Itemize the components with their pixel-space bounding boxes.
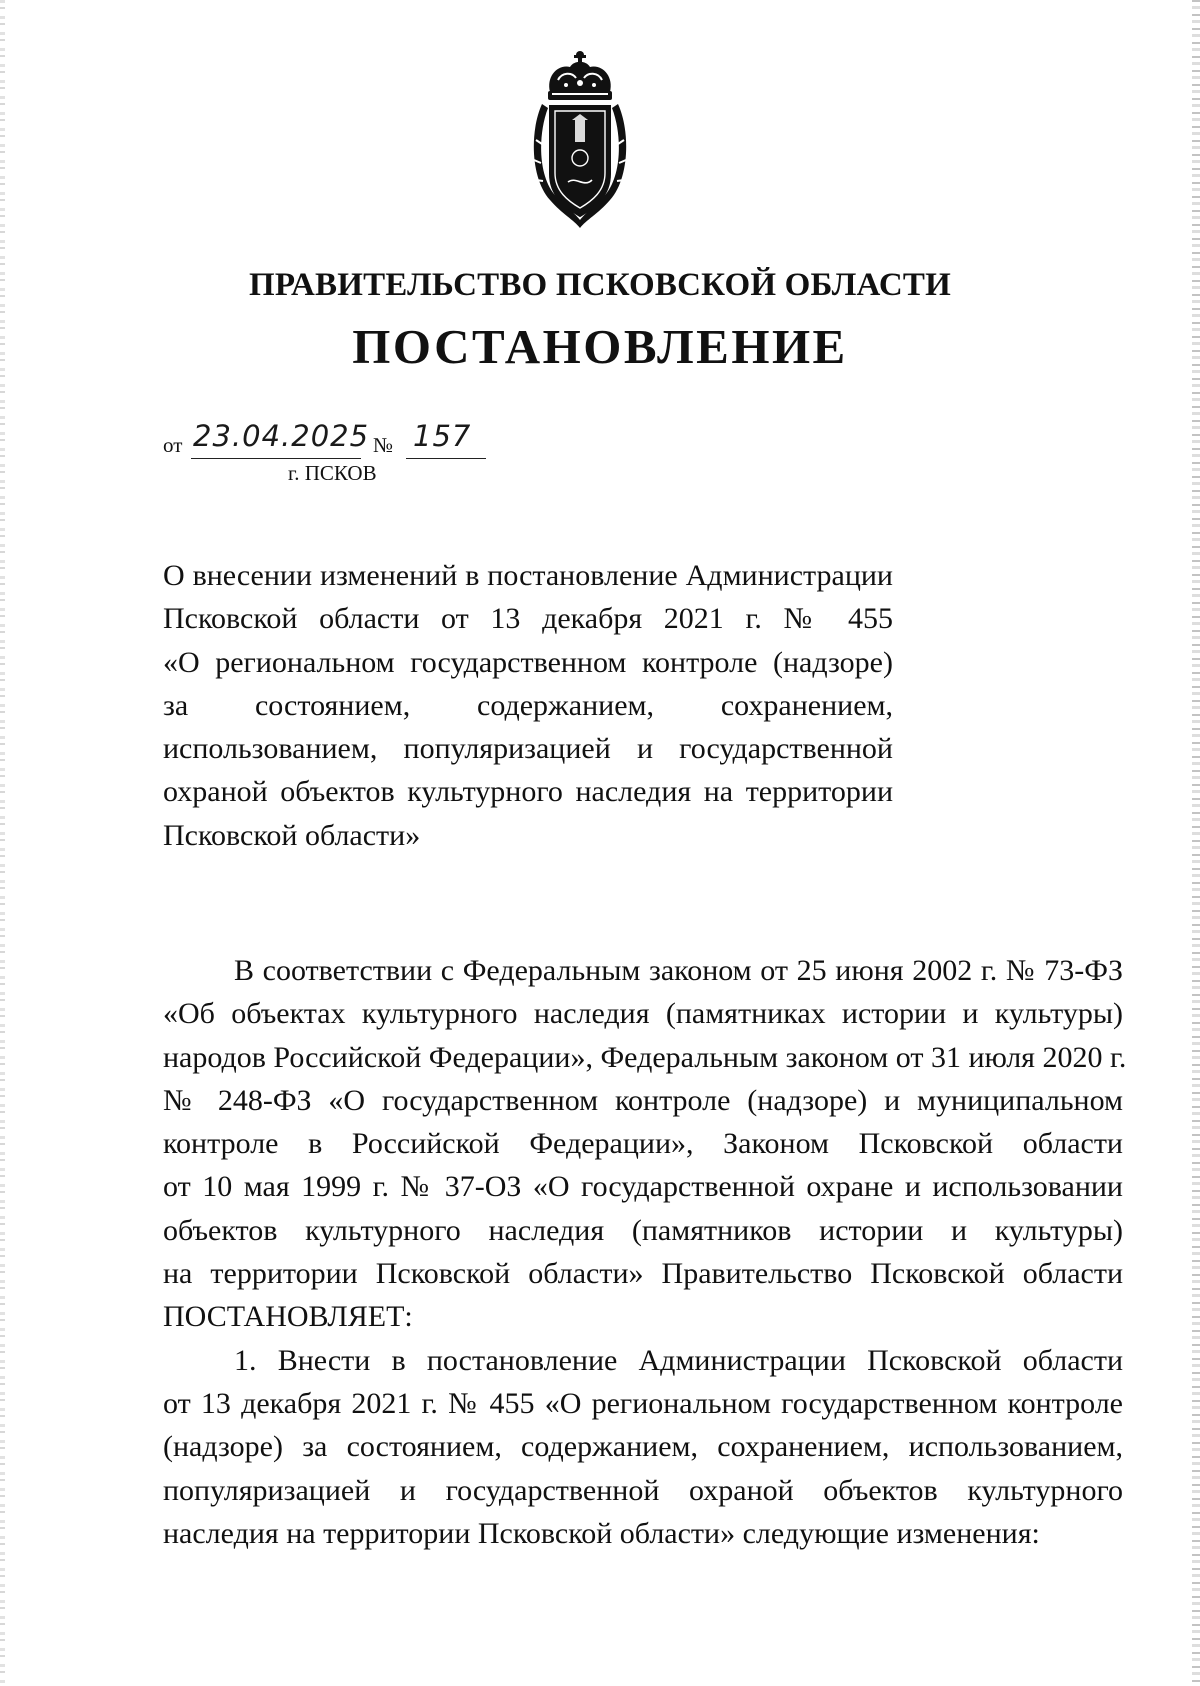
item-line: 1. Внести в постановление Администрации Псковской области: [234, 1343, 1123, 1377]
number-handwritten: 157: [413, 419, 472, 453]
item-line: популяризацией и государственной охраной объектов культурного: [163, 1473, 1123, 1507]
coat-of-arms-icon: [528, 50, 632, 236]
organization-name: ПРАВИТЕЛЬСТВО ПСКОВСКОЙ ОБЛАСТИ: [248, 267, 952, 303]
date-prefix: от: [163, 433, 183, 457]
item-line: от 13 декабря 2021 г. № 455 «О региональном государственном контроле: [163, 1386, 1123, 1420]
preamble-line: на территории Псковской области» Правительство Псковской области: [163, 1257, 1123, 1291]
date-underline: [191, 458, 361, 459]
title-line: охраной объектов культурного наследия на территории: [163, 775, 893, 809]
date-handwritten: 23.04.2025: [193, 419, 370, 453]
title-line: «О региональном государственном контроле (надзоре): [163, 645, 893, 679]
title-line: использованием, популяризацией и государственной: [163, 732, 893, 766]
scan-edge-left: [0, 0, 5, 1686]
resolution-word: ПОСТАНОВЛЯЕТ:: [163, 1300, 413, 1334]
preamble-line: В соответствии с Федеральным законом от 25 июня 2002 г. № 73-ФЗ: [234, 954, 1123, 987]
scan-edge-right: [1192, 0, 1200, 1686]
preamble-line: народов Российской Федерации», Федеральным законом от 31 июля 2020 г.: [163, 1040, 1127, 1074]
preamble-line: № 248-ФЗ «О государственном контроле (надзоре) и муниципальном: [163, 1083, 1123, 1117]
preamble-line: контроле в Российской Федерации», Законом Псковской области: [163, 1127, 1123, 1161]
document-meta: [163, 419, 563, 485]
title-line: за состоянием, содержанием, сохранением,: [163, 688, 893, 722]
number-prefix: №: [373, 433, 394, 457]
title-line: Псковской области»: [163, 818, 421, 852]
preamble-line: от 10 мая 1999 г. № 37-ОЗ «О государственной охране и использовании: [163, 1170, 1123, 1204]
item-line: наследия на территории Псковской области» следующие изменения:: [163, 1516, 1040, 1550]
title-line: Псковской области от 13 декабря 2021 г. № 455: [163, 602, 893, 636]
city: г. ПСКОВ: [288, 461, 377, 485]
document-type: ПОСТАНОВЛЕНИЕ: [352, 319, 848, 374]
number-underline: [406, 458, 486, 459]
item-line: (надзоре) за состоянием, содержанием, сохранением, использованием,: [163, 1430, 1123, 1464]
document-title: [163, 554, 893, 857]
preamble-line: «Об объектах культурного наследия (памятниках истории и культуры): [163, 997, 1123, 1031]
preamble-line: объектов культурного наследия (памятников истории и культуры): [163, 1213, 1123, 1247]
title-line: О внесении изменений в постановление Администрации: [163, 559, 893, 592]
document-body: [163, 949, 1127, 1555]
